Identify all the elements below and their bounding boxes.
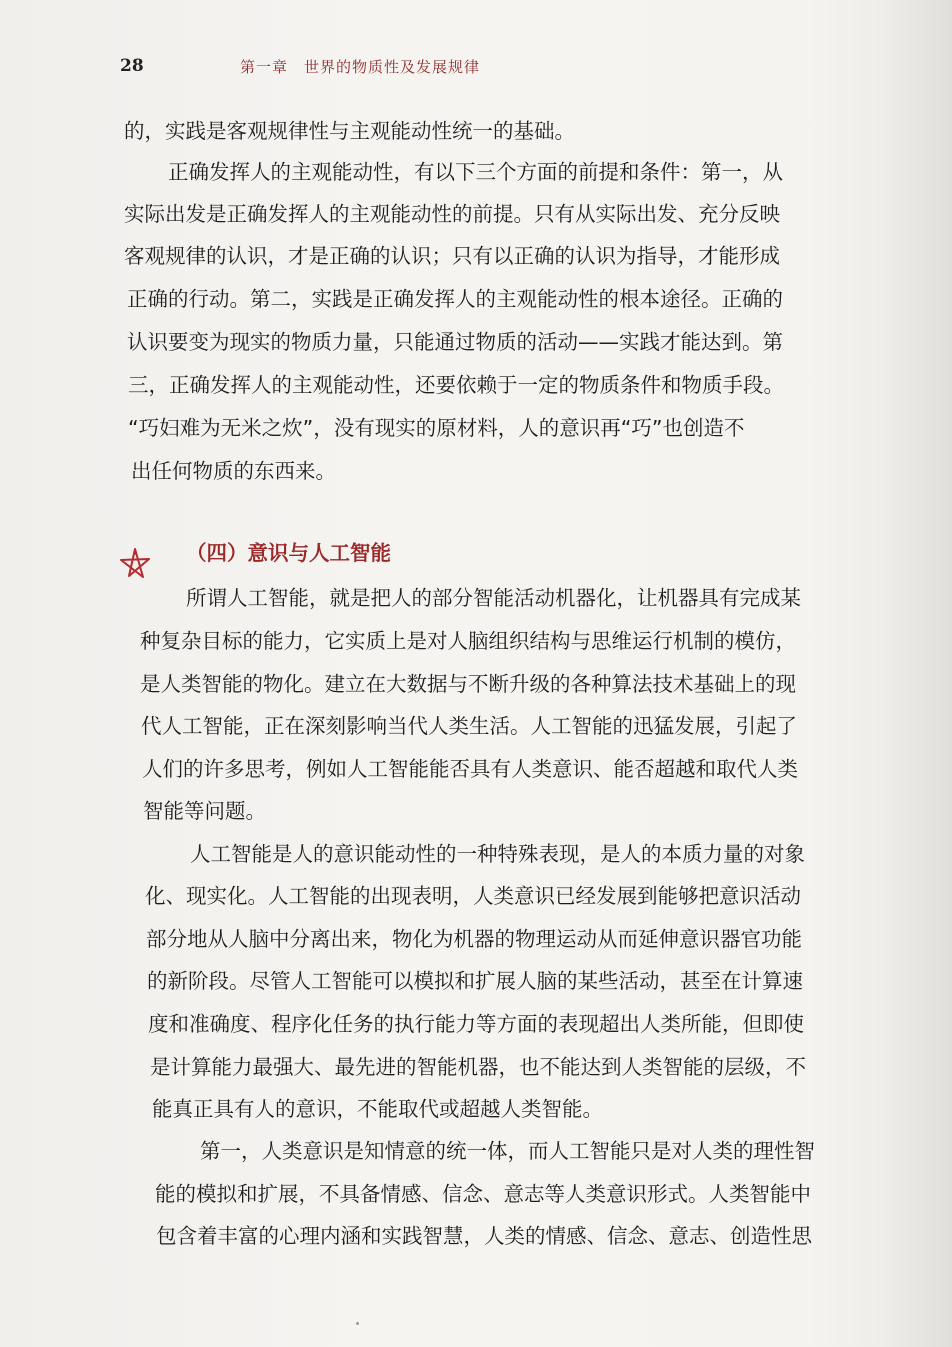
text-line: 实际出发是正确发挥人的主观能动性的前提。只有从实际出发、充分反映 [124,202,780,226]
text-line: 出任何物质的东西来。 [131,459,336,483]
text-line: 部分地从人脑中分离出来，物化为机器的物理运动从而延伸意识器官功能 [146,927,802,951]
text-line: 的新阶段。尽管人工智能可以模拟和扩展人脑的某些活动，甚至在计算速 [147,969,803,993]
text-line: 智能等问题。 [143,799,266,823]
text-line: 正确的行动。第二，实践是正确发挥人的主观能动性的根本途径。正确的 [127,287,783,311]
text-line: 代人工智能，正在深刻影响当代人类生活。人工智能的迅猛发展，引起了 [141,714,797,738]
text-line: 三，正确发挥人的主观能动性，还要依赖于一定的物质条件和物质手段。 [128,373,784,397]
text-line: 是计算能力最强大、最先进的智能机器，也不能达到人类智能的层级，不 [150,1055,806,1079]
page-number: 28 [120,56,144,76]
text-line: 包含着丰富的心理内涵和实践智慧，人类的情感、信念、意志、创造性思 [156,1224,812,1248]
text-line: 能真正具有人的意识，不能取代或超越人类智能。 [152,1097,603,1121]
page-speck [356,1322,359,1325]
text-line: 是人类智能的物化。建立在大数据与不断升级的各种算法技术基础上的现 [140,672,796,696]
text-line: 度和准确度、程序化任务的执行能力等方面的表现超出人类所能，但即使 [148,1012,804,1036]
text-line: “巧妇难为无米之炊”，没有现实的原材料，人的意识再“巧”也创造不 [128,416,745,440]
text-line: 所谓人工智能，就是把人的部分智能活动机器化，让机器具有完成某 [186,586,801,610]
text-line: 的，实践是客观规律性与主观能动性统一的基础。 [124,119,575,143]
running-head: 第一章 世界的物质性及发展规律 [240,58,481,76]
text-line: 化、现实化。人工智能的出现表明，人类意识已经发展到能够把意识活动 [145,884,801,908]
text-line: 能的模拟和扩展，不具备情感、信念、意志等人类意识形式。人类智能中 [155,1182,811,1206]
text-line: 第一，人类意识是知情意的统一体，而人工智能只是对人类的理性智 [200,1139,815,1163]
page-header [120,56,840,82]
text-line: 人们的许多思考，例如人工智能能否具有人类意识、能否超越和取代人类 [142,757,798,781]
hand-drawn-star-icon [118,546,152,586]
text-line: 认识要变为现实的物质力量，只能通过物质的活动——实践才能达到。第 [127,330,783,354]
text-line: 正确发挥人的主观能动性，有以下三个方面的前提和条件：第一，从 [168,160,783,184]
page-shadow [882,0,952,1347]
text-line: 种复杂目标的能力，它实质上是对人脑组织结构与思维运行机制的模仿， [140,629,796,653]
text-line: 人工智能是人的意识能动性的一种特殊表现，是人的本质力量的对象 [190,842,805,866]
text-line: 客观规律的认识，才是正确的认识；只有以正确的认识为指导，才能形成 [124,244,780,268]
section-heading: （四）意识与人工智能 [186,541,391,565]
